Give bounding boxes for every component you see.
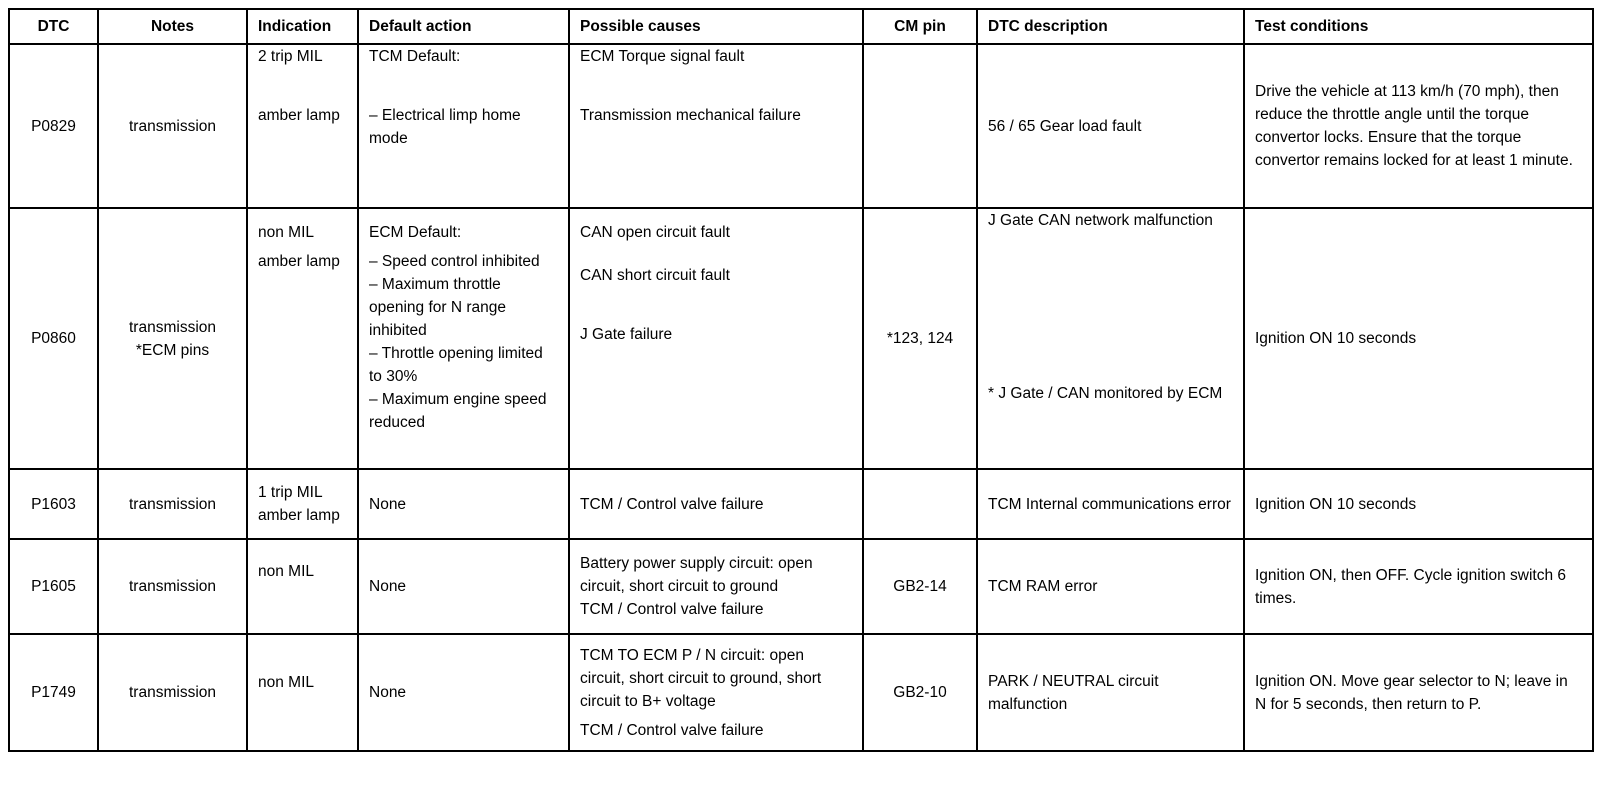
default-action-line: – Maximum throttle opening for N range inhibited [369,276,507,339]
notes-line: *ECM pins [135,341,210,359]
dtc-description-cell: PARK / NEUTRAL circuit malfunction [977,634,1244,751]
header-possible-causes: Possible causes [569,9,863,44]
table-row [9,469,1593,539]
cm-pin-cell [863,469,977,539]
default-action-cell: None [358,539,569,634]
header-row [9,9,1593,44]
default-action-cell [358,44,569,208]
possible-cause-line: Transmission mechanical failure [580,107,801,124]
dtc-description-cell: TCM Internal communications error [977,469,1244,539]
dtc-code: P0829 [9,44,98,208]
cm-pin-cell: *123, 124 [863,208,977,469]
dtc-description-cell: TCM RAM error [977,539,1244,634]
header-default-action: Default action [358,9,569,44]
notes-cell: transmission [98,44,247,208]
dtc-table [8,8,1594,752]
test-conditions-cell: Drive the vehicle at 113 km/h (70 mph), then reduce the throttle angle until the torque convertor locks. Ensure that the torque convertor remains locked for at least 1 minute. [1244,44,1593,208]
possible-causes-cell [569,44,863,208]
indication-line: amber lamp [258,107,340,124]
dtc-description-line: J Gate CAN network malfunction [988,212,1213,229]
header-cm-pin: CM pin [863,9,977,44]
default-action-line: ECM Default: [369,224,462,241]
indication-cell [247,44,358,208]
notes-line: transmission [129,318,216,336]
default-action-line: – Maximum engine speed reduced [369,391,547,431]
dtc-code: P0860 [9,208,98,469]
cm-pin-cell [863,44,977,208]
possible-causes-cell: TCM / Control valve failure [569,469,863,539]
indication-line: amber lamp [258,253,340,270]
header-dtc: DTC [9,9,98,44]
notes-cell: transmission [98,469,247,539]
dtc-description-line: * J Gate / CAN monitored by ECM [988,385,1223,402]
notes-cell: transmission [98,539,247,634]
header-test-conditions: Test conditions [1244,9,1593,44]
default-action-line: – Speed control inhibited [369,253,540,270]
indication-cell [247,208,358,469]
dtc-description-cell: 56 / 65 Gear load fault [977,44,1244,208]
default-action-line: – Throttle opening limited to 30% [369,345,543,385]
default-action-cell: None [358,469,569,539]
header-dtc-description: DTC description [977,9,1244,44]
default-action-line: – Electrical limp home mode [369,107,521,147]
header-notes: Notes [98,9,247,44]
possible-cause-line: J Gate failure [580,326,673,343]
dtc-code: P1605 [9,539,98,634]
test-conditions-cell: Ignition ON 10 seconds [1244,469,1593,539]
test-conditions-cell: Ignition ON. Move gear selector to N; leave in N for 5 seconds, then return to P. [1244,634,1593,751]
cm-pin-cell: GB2-14 [863,539,977,634]
cm-pin-cell: GB2-10 [863,634,977,751]
possible-cause-line: TCM TO ECM P / N circuit: open circuit, short circuit to ground, short circuit to B+ voltage [580,646,822,710]
notes-cell [98,208,247,469]
indication-line: 1 trip MIL [258,484,323,501]
table-row [9,208,1593,469]
notes-cell: transmission [98,634,247,751]
possible-cause-line: CAN short circuit fault [580,267,730,284]
indication-line: amber lamp [258,507,340,524]
indication-cell: non MIL [247,634,358,751]
dtc-code: P1603 [9,469,98,539]
possible-causes-cell [569,634,863,751]
possible-causes-cell [569,539,863,634]
default-action-cell [358,208,569,469]
dtc-code: P1749 [9,634,98,751]
possible-cause-line: CAN open circuit fault [580,224,730,241]
indication-cell [247,469,358,539]
indication-line: 2 trip MIL [258,48,323,65]
default-action-line: TCM Default: [369,48,461,65]
default-action-cell: None [358,634,569,751]
indication-line: non MIL [258,224,315,241]
indication-cell: non MIL [247,539,358,634]
possible-causes-cell [569,208,863,469]
possible-cause-line: TCM / Control valve failure [580,721,764,739]
possible-cause-line: ECM Torque signal fault [580,48,745,65]
dtc-description-cell [977,208,1244,469]
test-conditions-cell: Ignition ON, then OFF. Cycle ignition switch 6 times. [1244,539,1593,634]
table-row [9,634,1593,751]
header-indication: Indication [247,9,358,44]
test-conditions-cell: Ignition ON 10 seconds [1244,208,1593,469]
table-row [9,539,1593,634]
possible-cause-line: TCM / Control valve failure [580,601,764,618]
possible-cause-line: Battery power supply circuit: open circuit, short circuit to ground [580,555,813,595]
table-row [9,44,1593,208]
